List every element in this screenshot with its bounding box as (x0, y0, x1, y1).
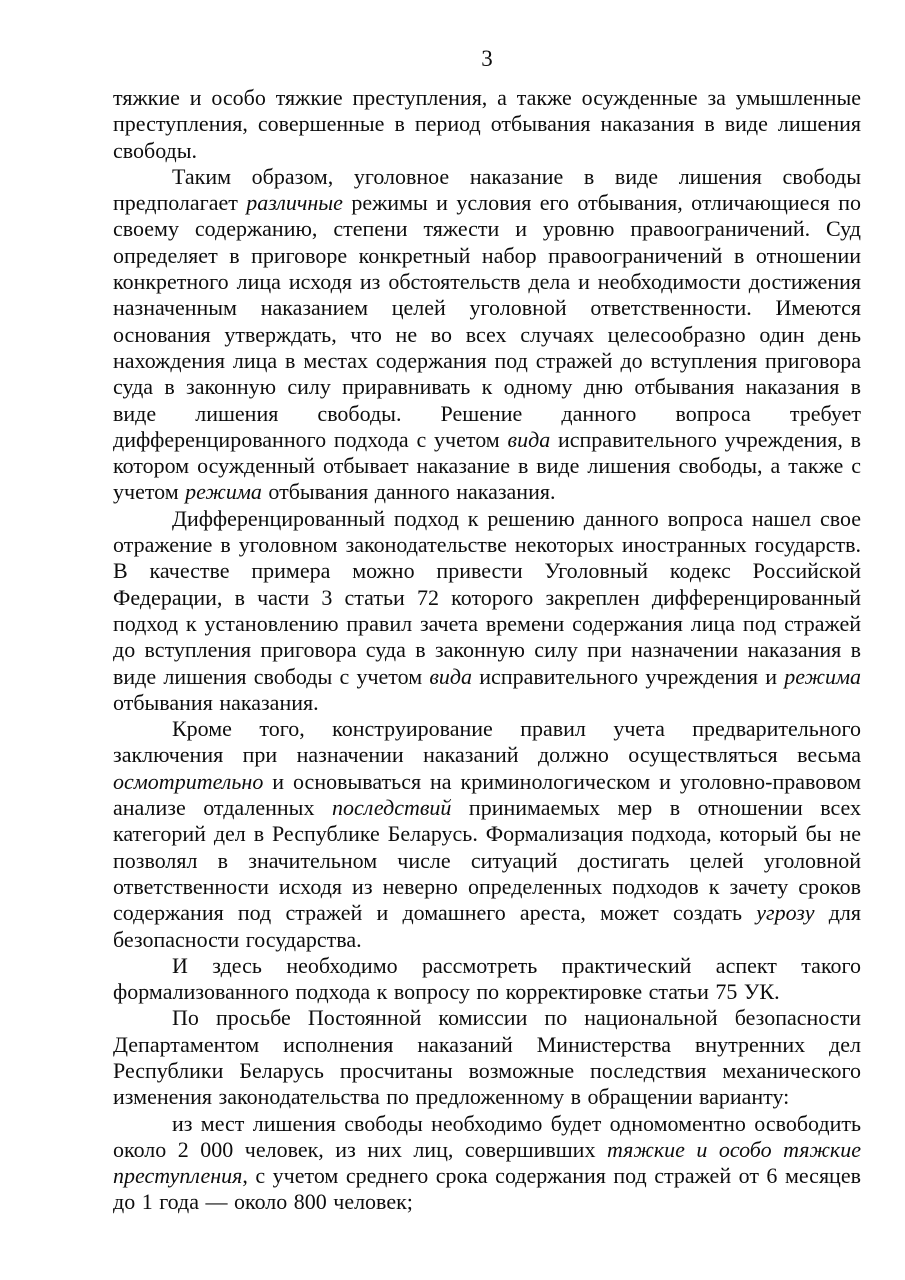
italic-text-run: режима (784, 663, 862, 689)
text-run: из мест лишения свободы необходимо будет одномоментно освободить около 2 000 человек, из них лиц, совершивших (113, 1110, 861, 1162)
text-run: тяжкие и особо тяжкие преступления, а также осужденные за умышленные преступления, совершенные в период отбывания наказания в виде лишения свободы. (113, 85, 861, 163)
text-run: , с учетом среднего срока содержания под стражей от 6 месяцев до 1 года — около 800 человек; (113, 1163, 861, 1215)
text-run: исправительного учреждения, в котором осужденный отбывает наказание в виде лишения свободы, а также с учетом (113, 426, 862, 505)
paragraph (113, 716, 861, 953)
italic-text-run: вида (429, 663, 473, 689)
paragraph (113, 506, 861, 716)
italic-text-run: последствий (331, 795, 452, 821)
paragraph (113, 85, 861, 164)
text-run: принимаемых мер в отношении всех категорий дел в Республике Беларусь. Формализация подхода, который бы не позволял в значительном числе ситуаций достигать целей уголовной ответственности исходя из неверно определенных подходов к зачету сроков содержания под стражей и домашнего ареста, может создать (113, 795, 861, 926)
text-run: для безопасности государства. (113, 900, 861, 952)
italic-text-run: осмотрительно (113, 768, 264, 794)
text-run: отбывания данного наказания. (261, 479, 556, 505)
text-run: и основываться на криминологическом и уголовно-правовом анализе отдаленных (113, 768, 861, 821)
text-run: исправительного учреждения и (472, 663, 785, 689)
document-body (113, 85, 861, 1216)
italic-text-run: вида (507, 426, 551, 452)
text-run: Дифференцированный подход к решению данного вопроса нашел свое отражение в уголовном законодательстве некоторых иностранных государств. В качестве примера можно привести Уголовный кодекс Российской Федерации, в части 3 статьи 72 которого закреплен дифференцированный подход к установлению правил зачета времени содержания лица под стражей до вступления приговора суда в законную силу при назначении наказания в виде лишения свободы с учетом (113, 505, 861, 689)
text-run: Таким образом, уголовное наказание в виде лишения свободы предполагает (113, 163, 861, 216)
text-run: режимы и условия его отбывания, отличающиеся по своему содержанию, степени тяжести и уровню правоограничений. Суд определяет в приговоре конкретный набор правоограничений в отношении конкретного лица исходя из обстоятельств дела и необходимости достижения назначенным наказанием целей уголовной ответственности. Имеются основания утверждать, что не во всех случаях целесообразно один день нахождения лица в местах содержания под стражей до вступления приговора суда в законную силу приравнивать к одному дню отбывания наказания в виде лишения свободы. Решение данного вопроса требует дифференцированного подхода с учетом (113, 190, 861, 452)
text-run: Кроме того, конструирование правил учета предварительного заключения при назначении наказаний должно осуществляться весьма (113, 716, 861, 768)
italic-text-run: режима (185, 479, 262, 505)
text-run: отбывания наказания. (113, 689, 319, 715)
italic-text-run: различные (246, 190, 343, 216)
text-run: И здесь необходимо рассмотреть практический аспект такого формализованного подхода к вопросу по корректировке статьи 75 УК. (113, 952, 861, 1005)
italic-text-run: тяжкие и особо тяжкие преступления (113, 1136, 861, 1189)
paragraph (113, 1111, 861, 1216)
paragraph (113, 953, 861, 1006)
italic-text-run: угрозу (756, 900, 815, 926)
paragraph (113, 1005, 861, 1110)
page-number: 3 (481, 46, 493, 71)
text-run: По просьбе Постоянной комиссии по национальной безопасности Департаментом исполнения наказаний Министерства внутренних дел Республики Беларусь просчитаны возможные последствия механического изменения законодательства по предложенному в обращении варианту: (113, 1005, 861, 1110)
paragraph (113, 164, 861, 506)
